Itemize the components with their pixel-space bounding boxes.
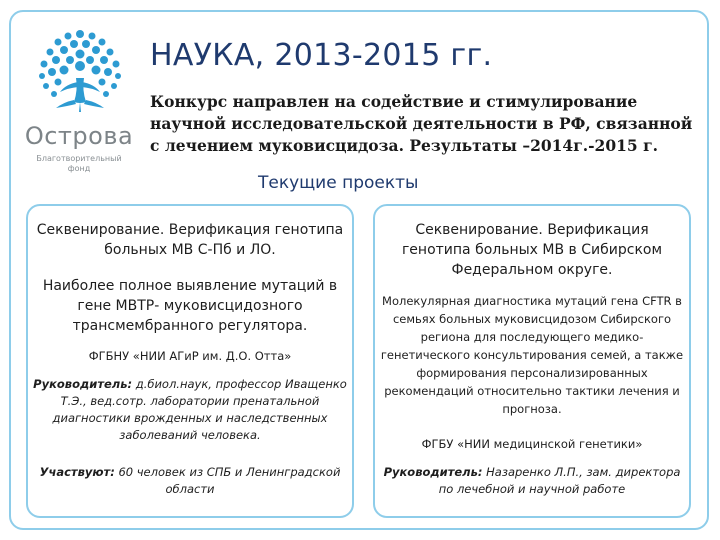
section-title: Текущие проекты [258, 173, 419, 193]
logo-subtitle: Благотворительный фонд [36, 154, 122, 173]
project-leaders [32, 376, 348, 444]
page-title: НАУКА, 2013-2015 гг. [150, 38, 493, 73]
project-description: Молекулярная диагностика мутаций гена CFTR в семьях больных муковисцидозом Сибирского региона для последующего медико-генетического консультирования семей, а также формирования персонализированных рекомендаций относительно тактики лечения и прогноза. [380, 294, 684, 416]
leaders-label: Руководитель: [33, 377, 133, 391]
project-organization: ФГБНУ «НИИ АГиР им. Д.О. Отта» [88, 349, 292, 363]
logo [20, 26, 138, 196]
tree-logo-icon [34, 26, 126, 118]
project-title: Секвенирование. Верификация генотипа больных МВ в Сибирском Федеральном округе. [401, 222, 663, 278]
participants-text: 60 человек из СПБ и Ленинградской области [114, 465, 341, 496]
logo-name: Острова [24, 122, 134, 150]
project-participants [32, 464, 348, 498]
leaders-text: д.биол.наук, профессор Иващенко Т.Э., вед.сотр. лаборатории пренатальной диагностики врожденных и наследственных заболеваний человека. [52, 377, 347, 442]
project-description: Наиболее полное выявление мутаций в гене МВТР- муковисцидозного трансмембранного регулятора. [42, 278, 338, 334]
participants-label: Участвуют: [39, 465, 115, 479]
project-organization: ФГБУ «НИИ медицинской генетики» [421, 437, 643, 451]
leaders-text: Назаренко Л.П., зам. директора по лечебной и научной работе [438, 465, 681, 496]
project-leaders [379, 464, 685, 498]
project-title: Секвенирование. Верификация генотипа больных МВ С-Пб и ЛО. [36, 222, 344, 258]
project-card-right [373, 204, 691, 518]
intro-text: Конкурс направлен на содействие и стимулирование научной исследовательской деятельности в РФ, связанной с лечением муковисцидоза. Результаты –2014г.-2015 г. [150, 92, 693, 155]
leaders-label: Руководитель: [383, 465, 483, 479]
project-card-left [26, 204, 354, 518]
